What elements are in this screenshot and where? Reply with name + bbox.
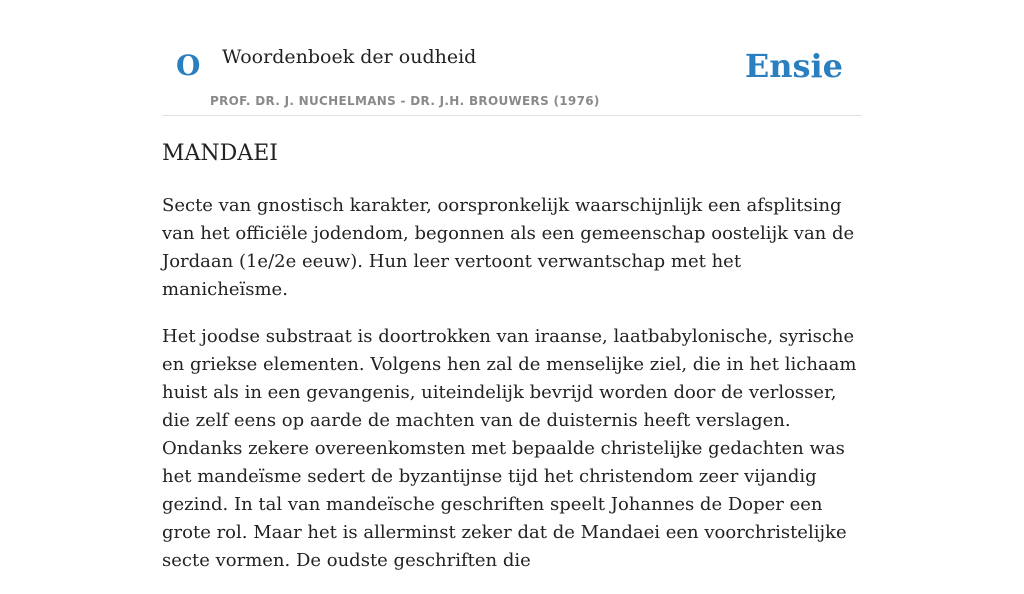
entry-title: MANDAEI: [162, 141, 278, 166]
book-logo-letter[interactable]: O: [176, 49, 201, 82]
entry-paragraph-1: Secte van gnostisch karakter, oorspronkelijk waarschijnlijk een afsplitsing van het officiële jodendom, begonnen als een gemeenschap oostelijk van de Jordaan (1e/2e eeuw). Hun leer vertoont verwantschap met het manicheïsme.: [162, 195, 855, 300]
book-authors: PROF. DR. J. NUCHELMANS - DR. J.H. BROUWERS (1976): [210, 94, 600, 108]
page: [162, 0, 862, 571]
entry-paragraph-2: Het joodse substraat is doortrokken van iraanse, laatbabylonische, syrische en griekse elementen. Volgens hen zal de menselijke ziel, die in het lichaam huist als in een gevangenis, uiteindelijk bevrijd worden door de verlosser, die zelf eens op aarde de machten van de duisternis heeft verslagen. Ondanks zekere overeenkomsten met bepaalde christelijke gedachten was het mandeïsme sedert de byzantijnse tijd het christendom zeer vijandig gezind. In tal van mandeïsche geschriften speelt Johannes de Doper een grote rol. Maar het is allerminst zeker dat de Mandaei een voorchristelijke secte vormen. De oudste geschriften die: [162, 326, 857, 571]
entry-body: [162, 192, 862, 594]
book-title-link[interactable]: Woordenboek der oudheid: [222, 46, 477, 68]
ensie-logo[interactable]: Ensie: [744, 47, 843, 85]
header: [162, 0, 862, 116]
